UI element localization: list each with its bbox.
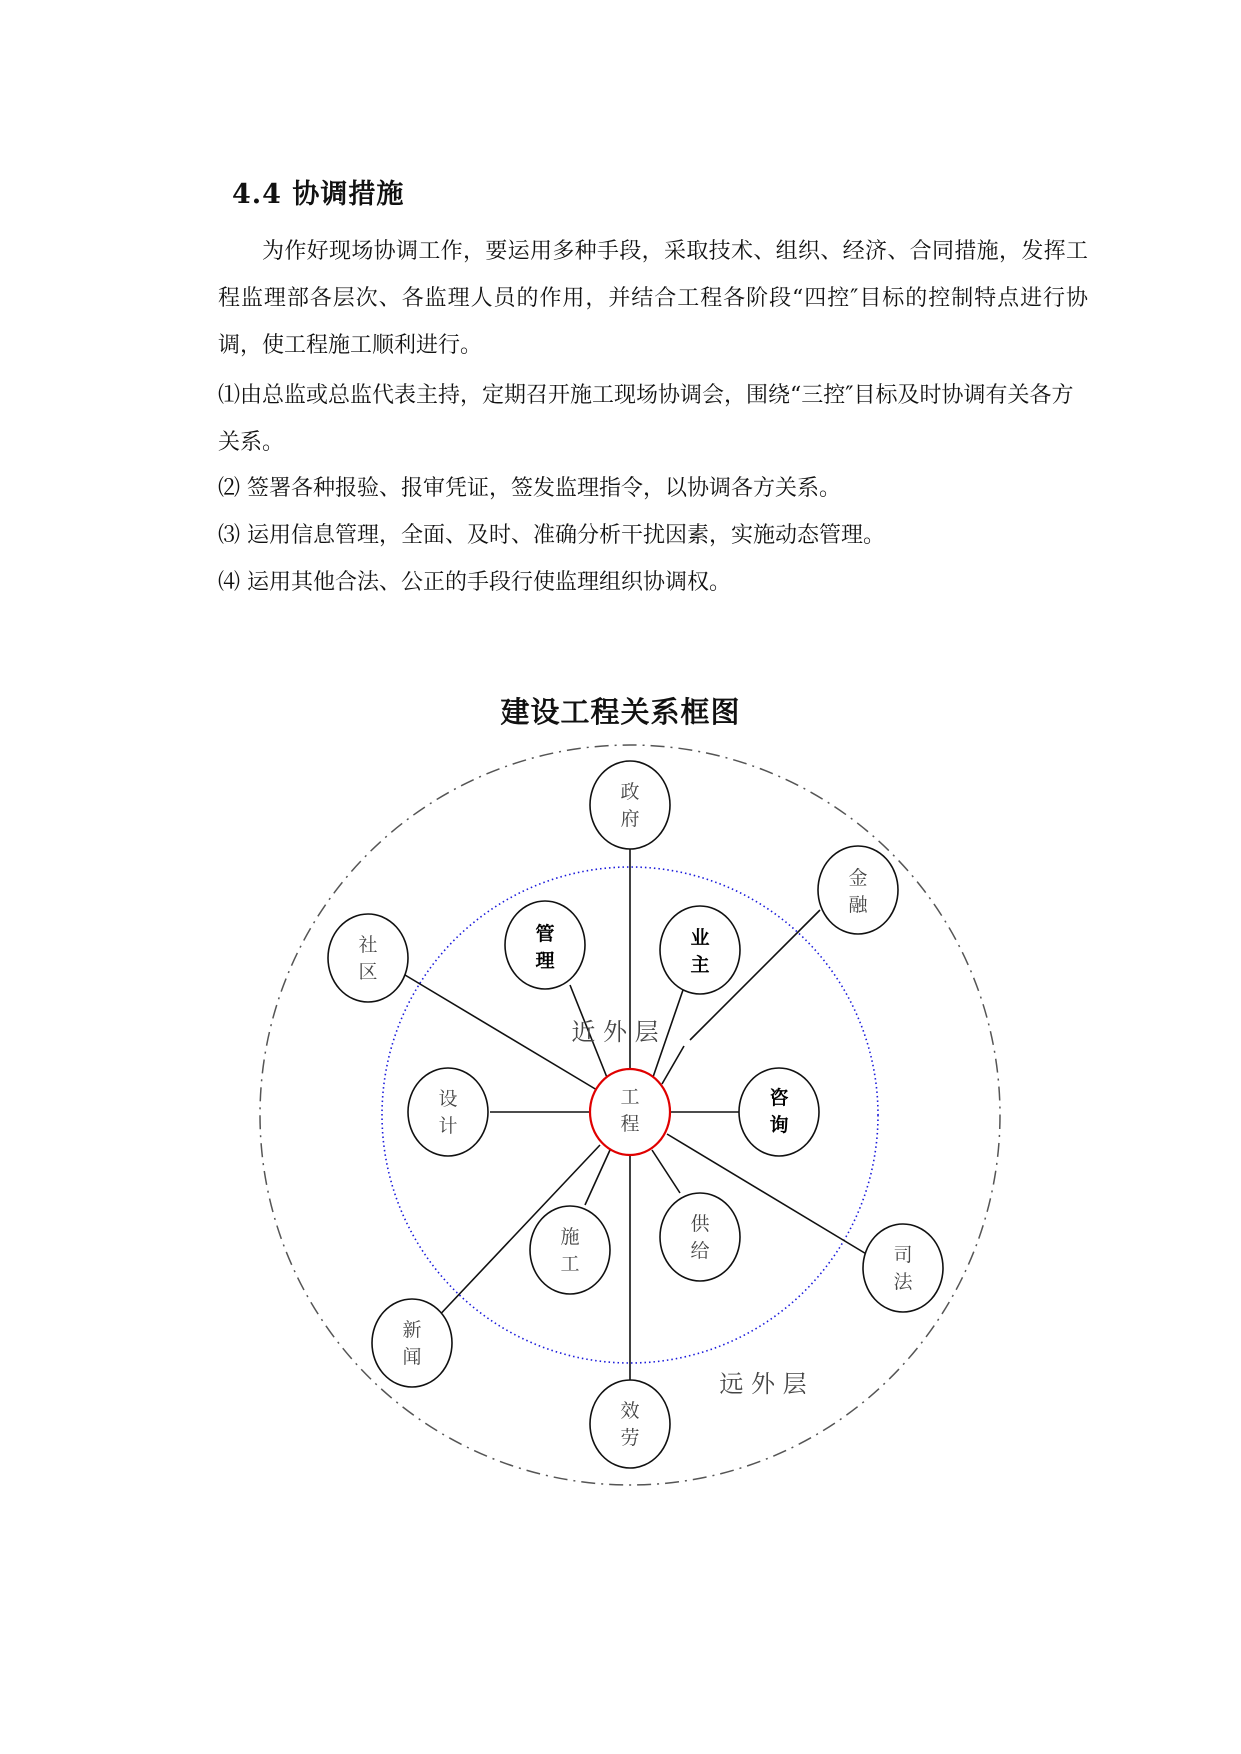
sheji-line1: 设 xyxy=(438,1088,458,1110)
zhengfu-line1: 政 xyxy=(620,781,640,803)
xinwen-line2: 闻 xyxy=(402,1346,422,1368)
outer-node-jinrong xyxy=(818,846,898,934)
spoke-gongji xyxy=(652,1150,680,1193)
yezhu-line1: 业 xyxy=(690,927,710,949)
guanli-line1: 管 xyxy=(535,923,555,945)
inner-node-shigong xyxy=(530,1206,610,1294)
spoke-shigong xyxy=(585,1150,610,1205)
outer-node-xinwen xyxy=(372,1299,452,1387)
shigong-line1: 施 xyxy=(560,1226,580,1248)
shigong-line2: 工 xyxy=(560,1253,580,1275)
measure-item-1-text: ⑴由总监或总监代表主持，定期召开施工现场协调会，围绕“三控″目标及时协调有关各方关系。 xyxy=(218,383,1074,455)
shequ-line2: 区 xyxy=(358,961,378,983)
outer-node-xiaolao xyxy=(590,1380,670,1468)
measure-item-4: ⑷ 运用其他合法、公正的手段行使监理组织协调权。 xyxy=(218,570,731,595)
inner-node-guanli xyxy=(505,901,585,989)
gongji-line2: 给 xyxy=(690,1240,710,1262)
inner-node-sheji xyxy=(408,1068,488,1156)
shequ-line1: 社 xyxy=(358,934,378,956)
outer-node-sifa xyxy=(863,1224,943,1312)
sheji-line2: 计 xyxy=(438,1115,458,1137)
measure-item-2: ⑵ 签署各种报验、报审凭证，签发监理指令，以协调各方关系。 xyxy=(218,476,841,501)
inner-node-gongji xyxy=(660,1193,740,1281)
inner-node-yezhu xyxy=(660,906,740,994)
jinrong-line1: 金 xyxy=(848,867,868,889)
gongji-line1: 供 xyxy=(690,1213,710,1235)
diagram-title: 建设工程关系框图 xyxy=(500,695,741,729)
measure-item-3: ⑶ 运用信息管理，全面、及时、准确分析干扰因素，实施动态管理。 xyxy=(218,523,885,548)
sifa-line2: 法 xyxy=(893,1271,913,1293)
center-node-gongcheng xyxy=(590,1069,670,1155)
zixun-line2: 询 xyxy=(769,1114,789,1136)
guanli-line2: 理 xyxy=(535,950,555,972)
outer-layer-label: 远 外 层 xyxy=(719,1370,807,1398)
inner-layer-label: 近 外 层 xyxy=(571,1018,659,1046)
section-heading: 4.4 协调措施 xyxy=(232,179,405,210)
yezhu-line2: 主 xyxy=(690,954,710,976)
sifa-line1: 司 xyxy=(893,1244,913,1266)
xiaolao-line2: 劳 xyxy=(620,1427,640,1449)
outer-node-zhengfu xyxy=(590,761,670,849)
outer-node-shequ xyxy=(328,914,408,1002)
center-node-line1: 工 xyxy=(620,1086,640,1108)
jinrong-line2: 融 xyxy=(848,894,868,916)
intro-paragraph: 为作好现场协调工作，要运用多种手段，采取技术、组织、经济、合同措施，发挥工程监理部各层次、各监理人员的作用，并结合工程各阶段“四控″目标的控制特点进行协调，使工程施工顺利进行。 xyxy=(218,239,1088,358)
center-node-line2: 程 xyxy=(620,1113,640,1135)
spoke-jinrong-lower xyxy=(662,1046,684,1084)
zixun-line1: 咨 xyxy=(769,1087,789,1109)
inner-node-zixun xyxy=(739,1068,819,1156)
xiaolao-line1: 效 xyxy=(620,1400,640,1422)
xinwen-line1: 新 xyxy=(402,1319,422,1341)
zhengfu-line2: 府 xyxy=(620,808,640,830)
